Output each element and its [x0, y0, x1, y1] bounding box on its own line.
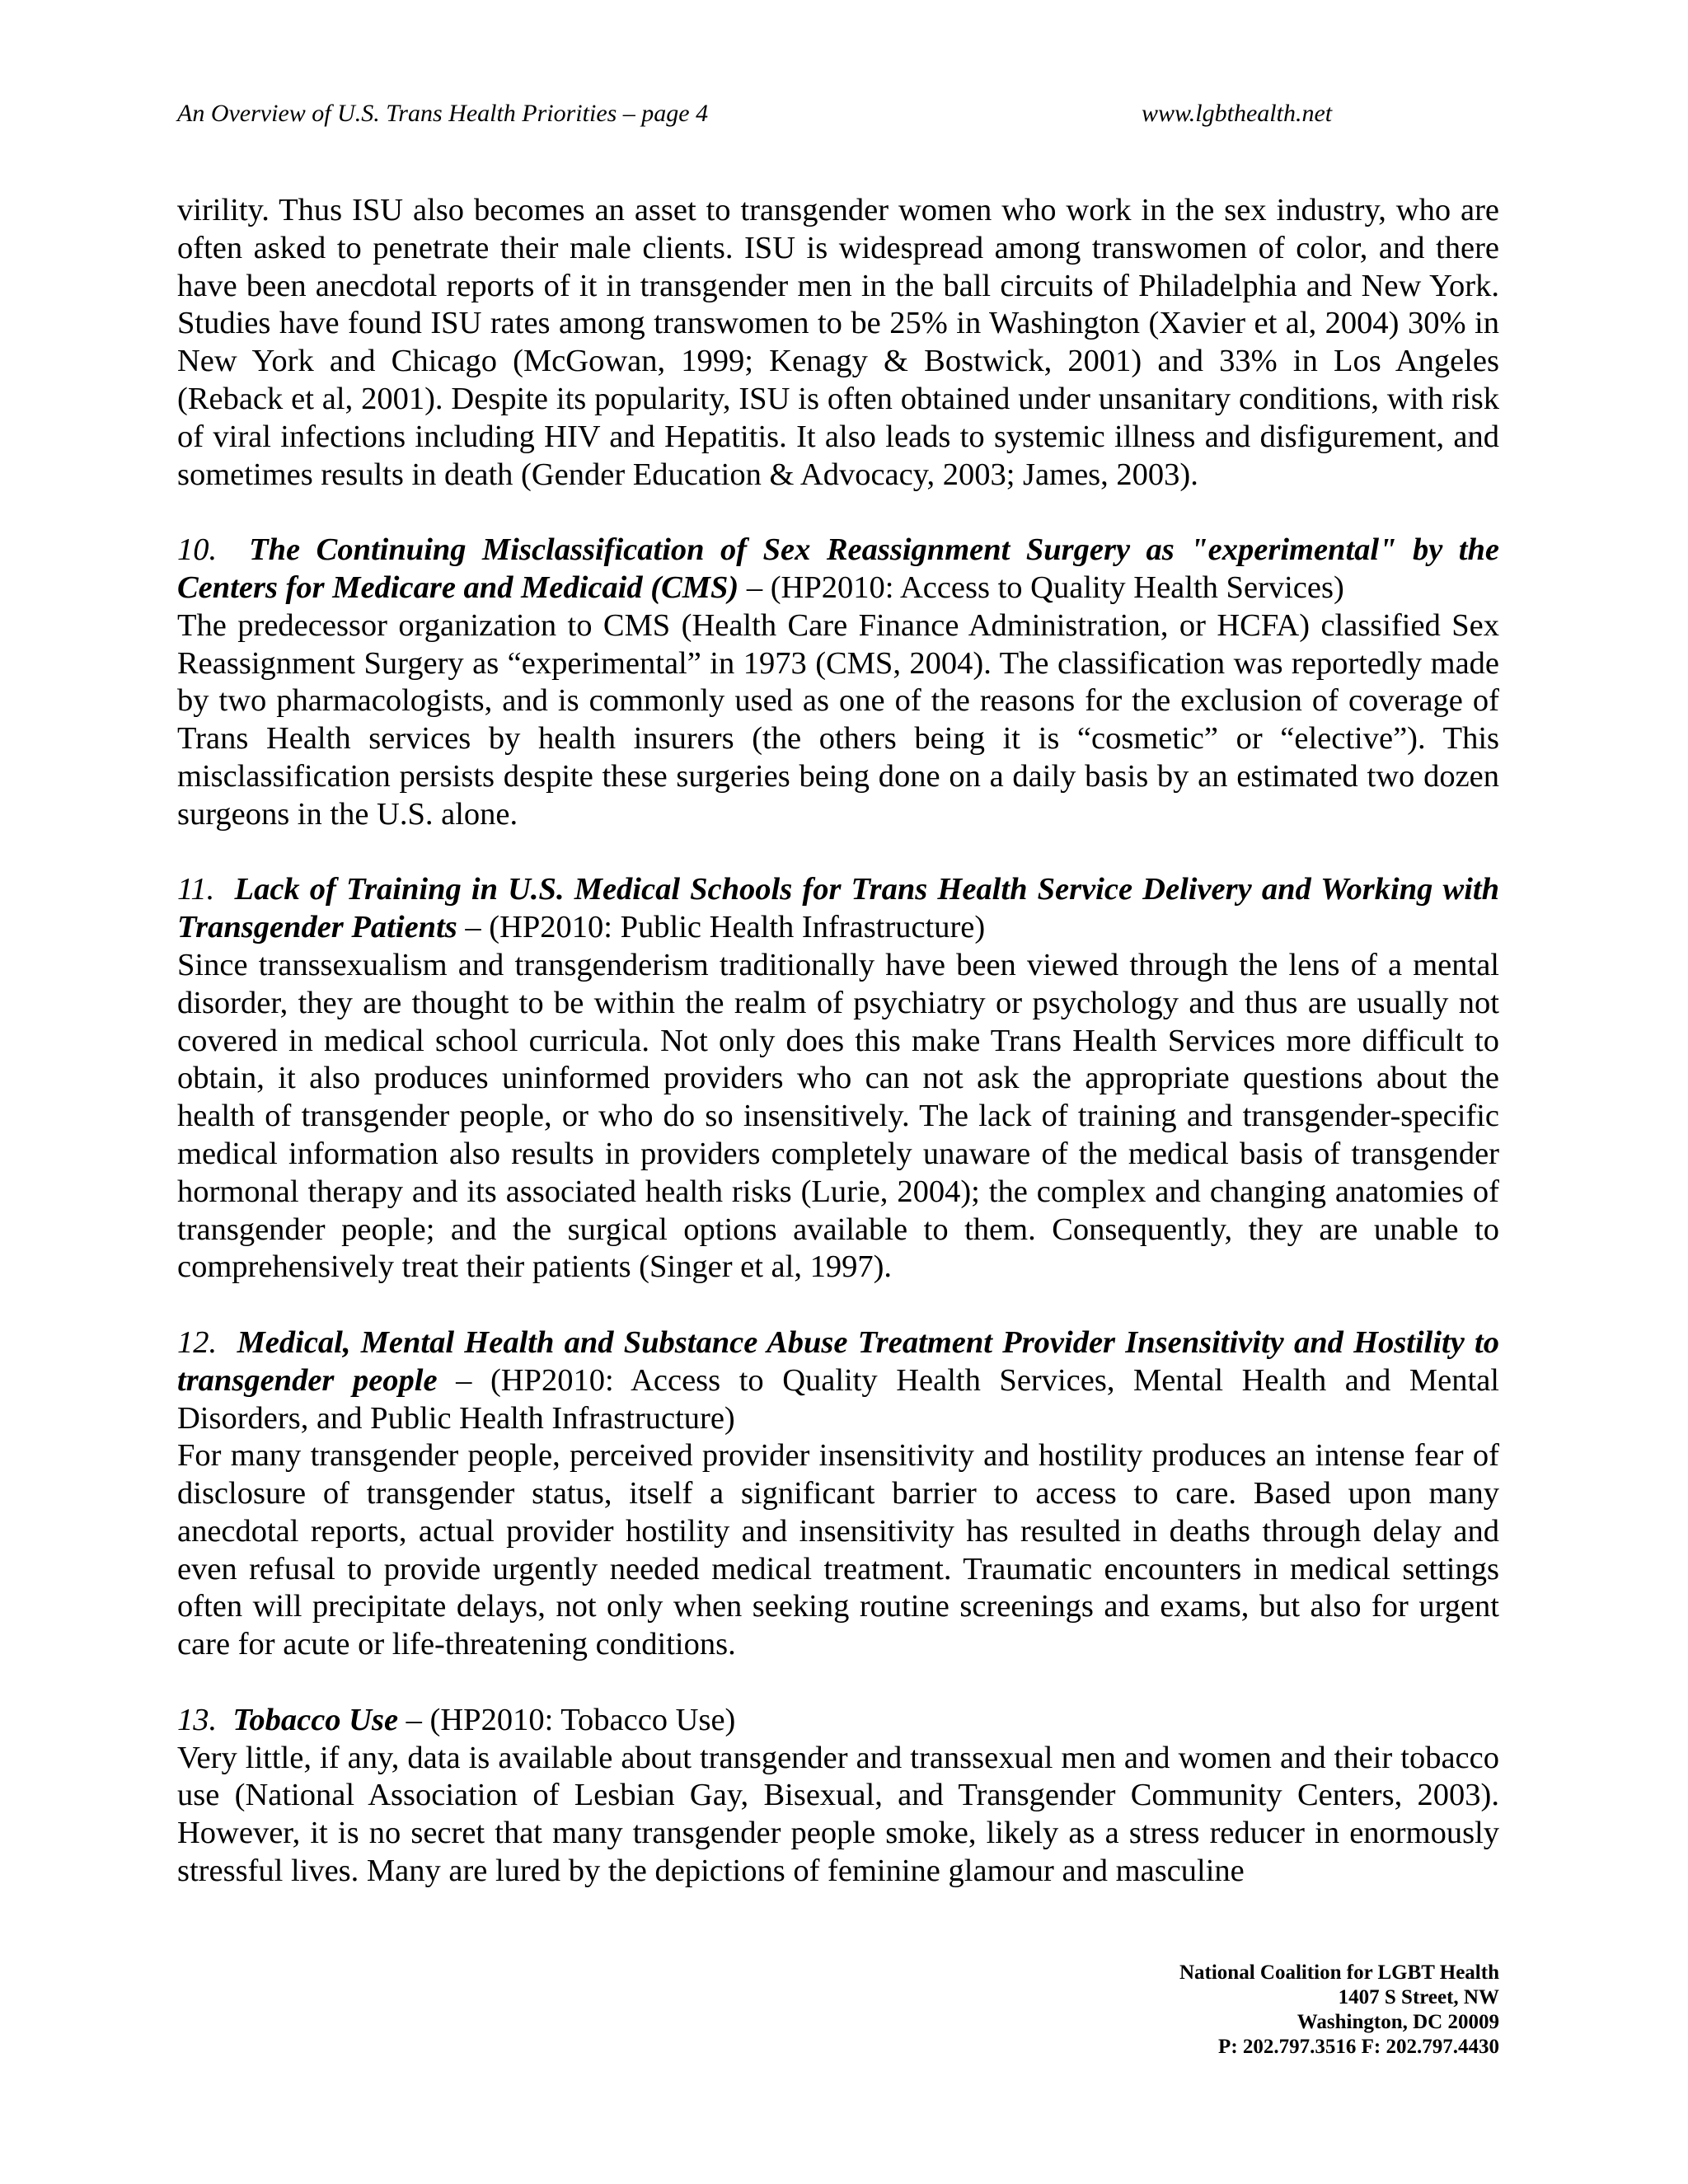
section-number: 12. — [177, 1324, 218, 1360]
section-text-12: For many transgender people, perceived provider insensitivity and hostility produces an intense fear of disclosure of transgender status, itself a significant barrier to access to care. Based upon many anecdotal reports, actual provider hostility and insensitivity has resulted in deaths through delay and even refusal to provide urgently needed medical treatment. Traumatic encounters in medical settings often will precipitate delays, not only when seeking routine screenings and exams, but also for urgent care for acute or life-threatening conditions. — [177, 1438, 1499, 1662]
section-title: The Continuing Misclassification of Sex Reassignment Surgery as "experimental" by the Centers for Medicare and Medicaid (CMS) — [177, 532, 1500, 605]
section-heading-10 — [177, 532, 1499, 607]
section-title: Lack of Training in U.S. Medical Schools for Trans Health Service Delivery and Working with Transgender Patients — [177, 872, 1500, 945]
section-text-10: The predecessor organization to CMS (Health Care Finance Administration, or HCFA) classified Sex Reassignment Surgery as “experimental” in 1973 (CMS, 2004). The classification was reportedly made by two pharmacologists, and is commonly used as one of the reasons for the exclusion of coverage of Trans Health services by health insurers (the others being it is “cosmetic” or “elective”). This misclassification persists despite these surgeries being done on a daily basis by an estimated two dozen surgeons in the U.S. alone. — [177, 607, 1499, 832]
section-number: 11. — [177, 872, 215, 907]
section-heading-12 — [177, 1324, 1499, 1437]
footer-address — [1179, 1961, 1499, 2060]
section-heading-13 — [177, 1702, 1499, 1740]
section-title: Medical, Mental Health and Substance Abuse Treatment Provider Insensitivity and Hostility to transgender people — [177, 1324, 1499, 1398]
section-number: 13. — [177, 1702, 218, 1737]
section-title: Tobacco Use — [232, 1702, 399, 1737]
section-number: 10. — [177, 532, 218, 568]
intro-paragraph: virility. Thus ISU also becomes an asset to transgender women who work in the sex industry, who are often asked to penetrate their male clients. ISU is widespread among transwomen of color, and there have been anecdotal reports of it in transgender men in the ball circuits of Philadelphia and New York. Studies have found ISU rates among transwomen to be 25% in Washington (Xavier et al, 2004) 30% in New York and Chicago (McGowan, 1999; Kenagy & Bostwick, 2001) and 33% in Los Angeles (Reback et al, 2001). Despite its popularity, ISU is often obtained under unsanitary conditions, with risk of viral infections including HIV and Hepatitis. It also leads to systemic illness and disfigurement, and sometimes results in death (Gender Education & Advocacy, 2003; James, 2003). — [177, 193, 1499, 492]
header-title: An Overview of U.S. Trans Health Priorities – page 4 — [177, 100, 709, 127]
section-category: – (HP2010: Access to Quality Health Services, Mental Health and Mental Disorders, and Public Health Infrastructure) — [177, 1362, 1499, 1436]
section-text-11: Since transsexualism and transgenderism traditionally have been viewed through the lens of a mental disorder, they are thought to be within the realm of psychiatry or psychology and thus are usually not covered in medical school curricula. Not only does this make Trans Health Services more difficult to obtain, it also produces uninformed providers who can not ask the appropriate questions about the health of transgender people, or who do so insensitively. The lack of training and transgender-specific medical information also results in providers completely unaware of the medical basis of transgender hormonal therapy and its associated health risks (Lurie, 2004); the complex and changing anatomies of transgender people; and the surgical options available to them. Consequently, they are unable to comprehensively treat their patients (Singer et al, 1997). — [177, 947, 1499, 1285]
footer-org: National Coalition for LGBT Health — [1179, 1961, 1499, 1984]
footer-phone: P: 202.797.3516 F: 202.797.4430 — [1218, 2036, 1499, 2058]
header-website: www.lgbthealth.net — [1142, 100, 1333, 127]
footer-street: 1407 S Street, NW — [1338, 1986, 1499, 2008]
section-category: – (HP2010: Public Health Infrastructure) — [457, 910, 986, 945]
section-category: – (HP2010: Access to Quality Health Services) — [738, 569, 1344, 605]
footer-city: Washington, DC 20009 — [1296, 2011, 1499, 2033]
section-heading-11 — [177, 871, 1499, 947]
document-body — [177, 192, 1499, 1891]
section-category: – (HP2010: Tobacco Use) — [398, 1702, 736, 1737]
section-text-13: Very little, if any, data is available about transgender and transsexual men and women and their tobacco use (National Association of Lesbian Gay, Bisexual, and Transgender Community Centers, 2003). However, it is no secret that many transgender people smoke, likely as a stress reducer in enormously stressful lives. Many are lured by the depictions of feminine glamour and masculine — [177, 1740, 1499, 1889]
